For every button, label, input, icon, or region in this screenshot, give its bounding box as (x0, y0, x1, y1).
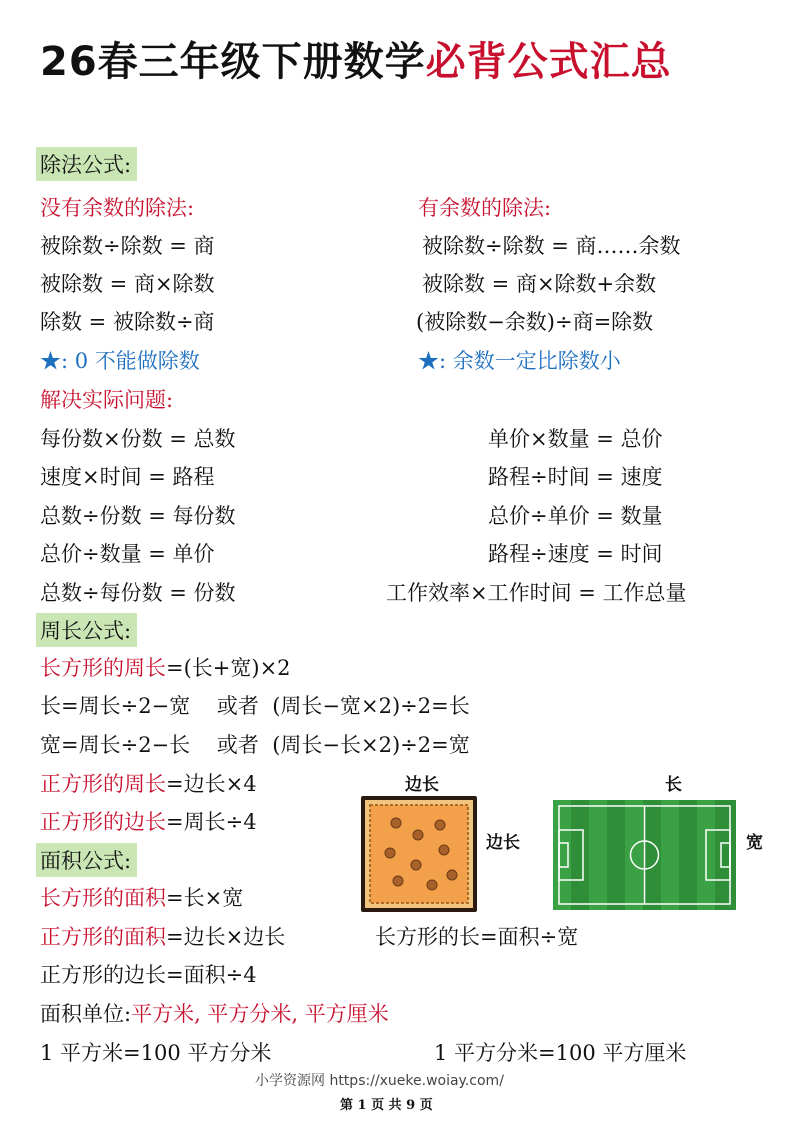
division-header: 除法公式: (36, 147, 137, 181)
square-area-line (40, 921, 285, 951)
rect-perimeter-term: 长方形的周长 (40, 656, 166, 680)
square-figure-icon (360, 795, 478, 913)
square-area-term: 正方形的面积 (40, 925, 166, 949)
square-area-formula: =边长×边长 (166, 925, 286, 949)
division-left-note: ★: 0 不能做除数 (40, 349, 200, 373)
division-right-note: ★: 余数一定比除数小 (418, 349, 621, 373)
title-highlight: 必背公式汇总 (425, 39, 672, 85)
division-right-line: 被除数÷除数 = 商……余数 (422, 234, 681, 258)
football-field-icon (553, 800, 736, 910)
footer-site: 小学资源网 https://xueke.woiay.com/ (255, 1073, 504, 1089)
practical-left-line: 总数÷份数 = 每份数 (40, 504, 236, 528)
area-units-line (40, 998, 389, 1028)
field-side-label: 宽 (746, 833, 763, 853)
area-header: 面积公式: (36, 843, 137, 877)
square-perimeter-formula: =边长×4 (166, 772, 257, 796)
square-top-label: 边长 (405, 775, 439, 795)
division-left-line: 被除数 = 商×除数 (40, 272, 215, 296)
practical-right-line: 工作效率×工作时间 = 工作总量 (386, 581, 687, 605)
practical-left-line: 总价÷数量 = 单价 (40, 542, 215, 566)
conversion-left: 1 平方米=100 平方分米 (40, 1041, 272, 1065)
division-no-remainder-title: 没有余数的除法: (40, 196, 195, 220)
rect-perimeter-line (40, 652, 291, 682)
title-main: 26春三年级下册数学 (40, 39, 426, 85)
division-left-line: 除数 = 被除数÷商 (40, 310, 215, 334)
division-right-line: 被除数 = 商×除数+余数 (422, 272, 657, 296)
practical-right-line: 总价÷单价 = 数量 (488, 504, 663, 528)
rect-perimeter-formula: =(长+宽)×2 (166, 656, 291, 680)
practical-left-line: 每份数×份数 = 总数 (40, 427, 236, 451)
division-right-line: (被除数−余数)÷商=除数 (416, 310, 654, 334)
practical-right-line: 单价×数量 = 总价 (488, 427, 663, 451)
field-top-label: 长 (665, 775, 682, 795)
practical-right-line: 路程÷速度 = 时间 (488, 542, 663, 566)
practical-title: 解决实际问题: (40, 388, 174, 412)
square-perimeter-line (40, 768, 257, 798)
rect-area-formula: =长×宽 (166, 886, 244, 910)
practical-left-line: 速度×时间 = 路程 (40, 465, 215, 489)
conversion-right: 1 平方分米=100 平方厘米 (434, 1041, 687, 1065)
rect-length-from-area: 长方形的长=面积÷宽 (375, 925, 579, 949)
rect-area-term: 长方形的面积 (40, 886, 166, 910)
length-from-perimeter: 长=周长÷2−宽 或者 (周长−宽×2)÷2=长 (40, 694, 470, 718)
square-side-term: 正方形的边长 (40, 810, 166, 834)
area-units-list: 平方米, 平方分米, 平方厘米 (131, 1002, 389, 1026)
square-side-from-area: 正方形的边长=面积÷4 (40, 963, 257, 987)
square-side-line (40, 806, 257, 836)
division-remainder-title: 有余数的除法: (418, 196, 552, 220)
area-units-label: 面积单位: (40, 1002, 132, 1026)
width-from-perimeter: 宽=周长÷2−长 或者 (周长−长×2)÷2=宽 (40, 733, 470, 757)
square-perimeter-term: 正方形的周长 (40, 772, 166, 796)
perimeter-header: 周长公式: (36, 613, 137, 647)
page-title (40, 30, 672, 87)
practical-right-line: 路程÷时间 = 速度 (488, 465, 663, 489)
division-left-line: 被除数÷除数 = 商 (40, 234, 215, 258)
practical-left-line: 总数÷每份数 = 份数 (40, 581, 236, 605)
square-side-formula: =周长÷4 (166, 810, 257, 834)
rect-area-line (40, 882, 243, 912)
page-number: 第 1 页 共 9 页 (340, 1098, 433, 1113)
square-side-label: 边长 (486, 833, 520, 853)
